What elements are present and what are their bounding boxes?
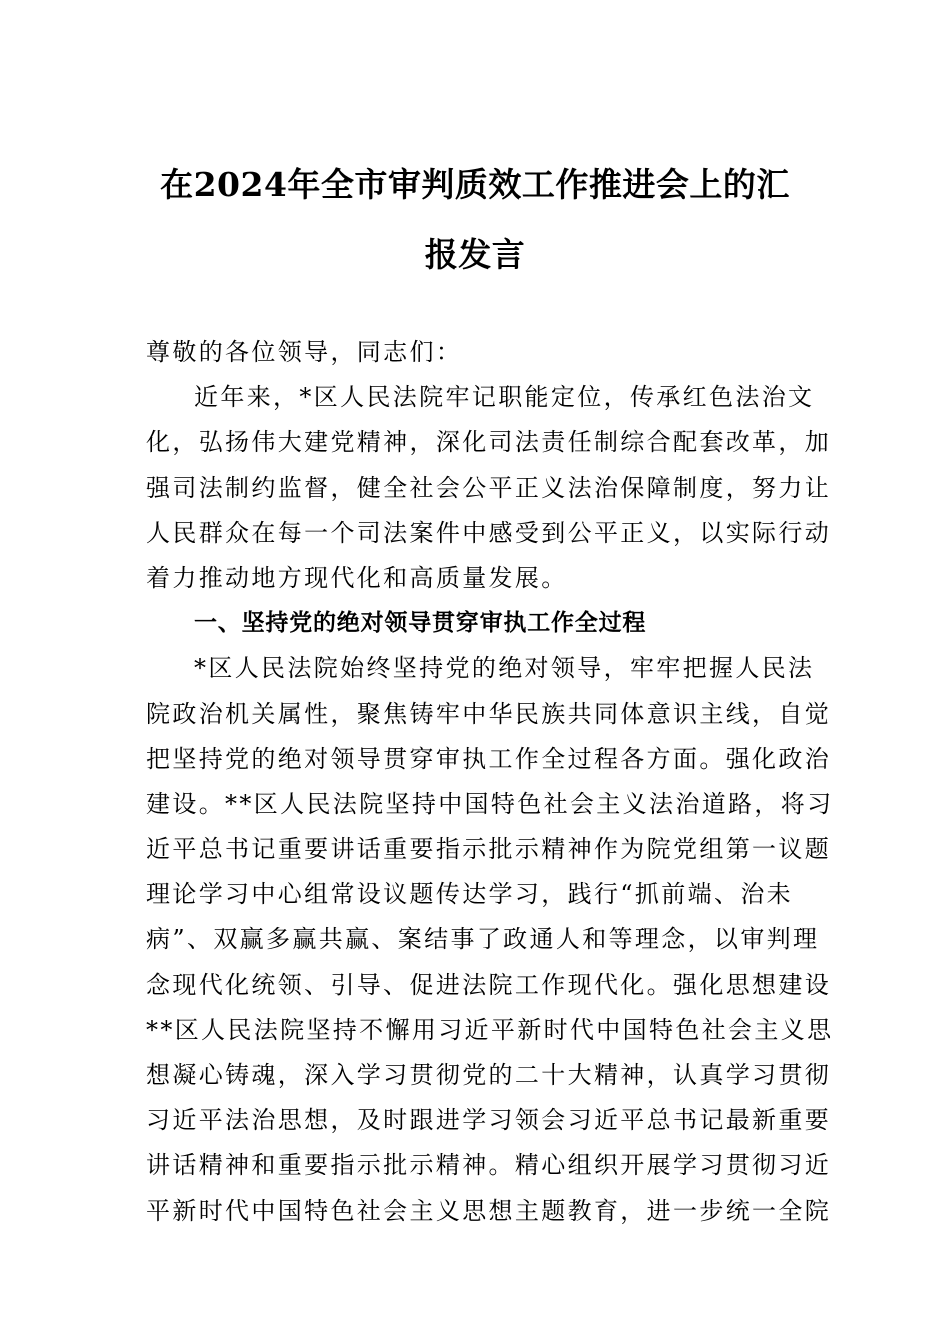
paragraph-2-line: 院政治机关属性，聚焦铸牢中华民族共同体意识主线，自觉: [146, 699, 832, 728]
salutation: 尊敬的各位领导，同志们：: [146, 338, 463, 366]
paragraph-2-line: **区人民法院坚持不懈用习近平新时代中国特色社会主义思: [146, 1015, 834, 1044]
paragraph-1-line: 着力推动地方现代化和高质量发展。: [146, 563, 568, 592]
paragraph-1-line: 强司法制约监督，健全社会公平正义法治保障制度，努力让: [146, 473, 832, 502]
paragraph-1-line: 近年来，*区人民法院牢记职能定位，传承红色法治文: [194, 383, 815, 412]
paragraph-2-line: 把坚持党的绝对领导贯穿审执工作全过程各方面。强化政治: [146, 744, 832, 773]
paragraph-1-line: 化，弘扬伟大建党精神，深化司法责任制综合配套改革，加: [146, 428, 832, 457]
paragraph-2-line: 理论学习中心组常设议题传达学习，践行“抓前端、治未: [146, 880, 794, 909]
document-title: [140, 150, 810, 290]
title-line-2: 报发言: [424, 235, 526, 274]
section-heading-1: 一、坚持党的绝对领导贯穿审执工作全过程: [194, 610, 647, 637]
paragraph-2-line: 建设。**区人民法院坚持中国特色社会主义法治道路，将习: [146, 789, 834, 818]
paragraph-2-line: 病”、双赢多赢共赢、案结事了政通人和等理念，以审判理: [146, 925, 820, 954]
paragraph-2-line: 念现代化统领、引导、促进法院工作现代化。强化思想建设: [146, 970, 832, 999]
paragraph-2-line: 近平总书记重要讲话重要指示批示精神作为院党组第一议题: [146, 835, 832, 864]
paragraph-2-line: 平新时代中国特色社会主义思想主题教育，进一步统一全院: [146, 1196, 832, 1225]
paragraph-2-line: 习近平法治思想，及时跟进学习领会习近平总书记最新重要: [146, 1106, 832, 1135]
paragraph-2-line: 讲话精神和重要指示批示精神。精心组织开展学习贯彻习近: [146, 1151, 832, 1180]
paragraph-2-line: *区人民法院始终坚持党的绝对领导，牢牢把握人民法: [194, 654, 815, 683]
paragraph-1-line: 人民群众在每一个司法案件中感受到公平正义，以实际行动: [146, 518, 832, 547]
paragraph-2-line: 想凝心铸魂，深入学习贯彻党的二十大精神，认真学习贯彻: [146, 1061, 832, 1089]
title-line-1: 在2024年全市审判质效工作推进会上的汇: [160, 165, 790, 204]
document-body: [146, 330, 834, 1234]
